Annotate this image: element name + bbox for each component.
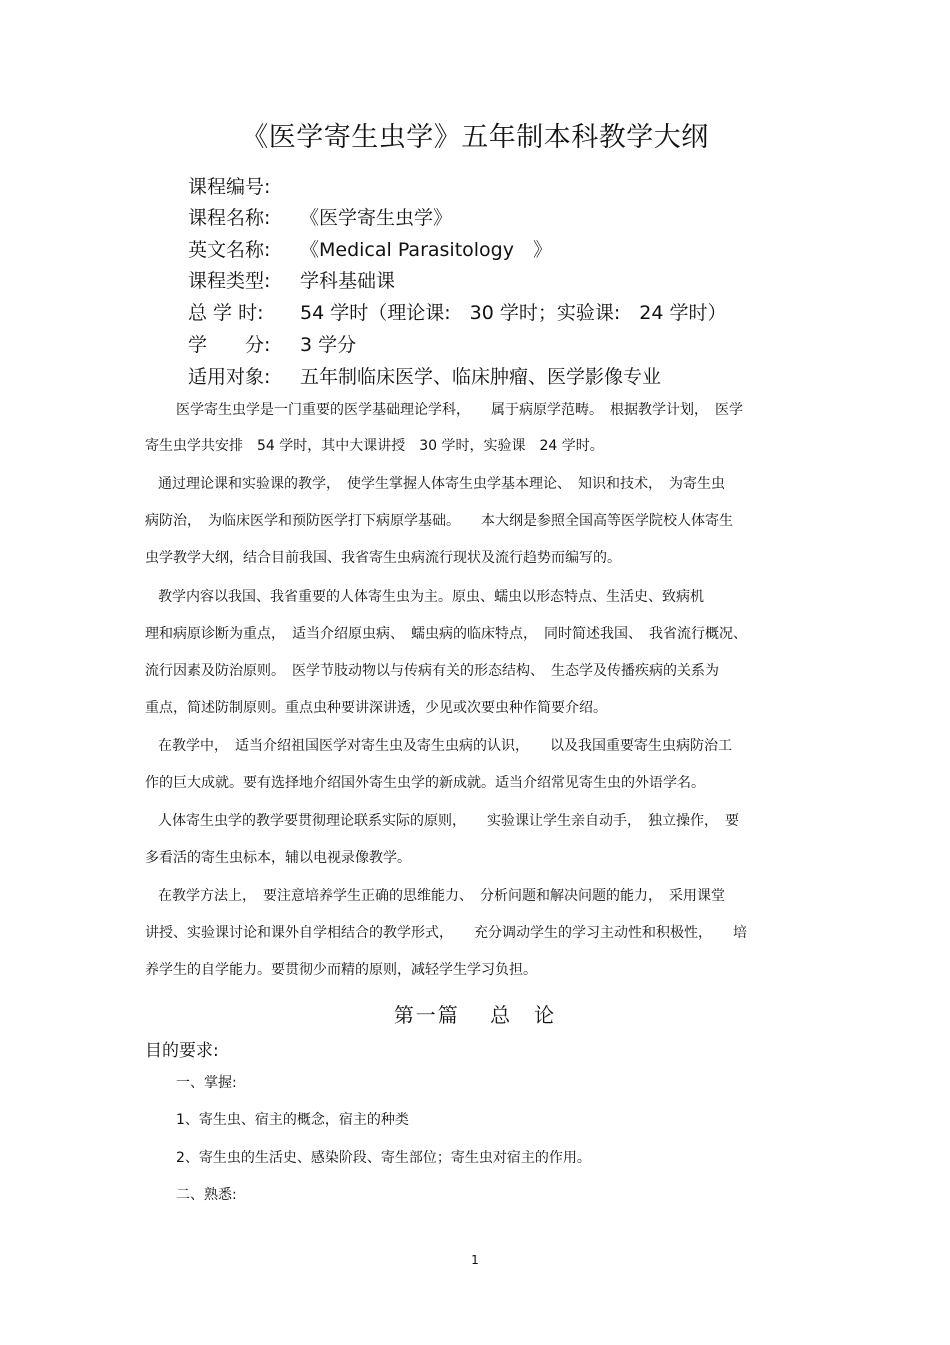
meta-label: 课程编号: [188, 176, 271, 198]
paragraph-5-line-2: 多看活的寄生虫标本，辅以电视录像教学。 [145, 850, 411, 866]
paragraph-3-line-4: 重点，简述防制原则。重点虫种要讲深讲透，少见或次要虫种作简要介绍。 [145, 700, 607, 716]
meta-label: 总 学 时: [188, 302, 264, 324]
paragraph-3-line-2: 理和病原诊断为重点， 适当介绍原虫病、 蠕虫病的临床特点， 同时简述我国、 我省流行概况、 [145, 626, 747, 642]
paragraph-6-line-2: 讲授、实验课讨论和课外自学相结合的教学形式， 充分调动学生的学习主动性和积极性， 培 [145, 925, 747, 941]
meta-course-name [188, 203, 453, 233]
meta-value: 3 学分 [300, 334, 357, 356]
meta-value: 学科基础课 [300, 270, 396, 292]
meta-value: 五年制临床医学、临床肿瘤、医学影像专业 [300, 366, 662, 388]
meta-label: 适用对象: [188, 366, 271, 388]
paragraph-6-line-1: 在教学方法上， 要注意培养学生正确的思维能力、 分析问题和解决问题的能力， 采用课堂 [158, 888, 725, 904]
paragraph-4-line-1: 在教学中， 适当介绍祖国医学对寄生虫及寄生虫病的认识， 以及我国重要寄生虫病防治工 [158, 738, 732, 754]
paragraph-2-line-3: 虫学教学大纲，结合目前我国、我省寄生虫病流行现状及流行趋势而编写的。 [145, 550, 621, 566]
objectives-heading: 目的要求: [145, 1041, 219, 1061]
meta-target-audience [188, 362, 662, 392]
section-title: 第一篇 总 论 [393, 1003, 557, 1027]
objective-item: 1、寄生虫、宿主的概念，宿主的种类 [176, 1112, 409, 1128]
paragraph-1-line-1: 医学寄生虫学是一门重要的医学基础理论学科， 属于病原学范畴。 根据教学计划， 医学 [176, 402, 743, 418]
page-number: 1 [471, 1253, 479, 1267]
objective-item: 二、熟悉: [176, 1187, 237, 1203]
paragraph-4-line-2: 作的巨大成就。要有选择地介绍国外寄生虫学的新成就。适当介绍常见寄生虫的外语学名。 [145, 775, 705, 791]
paragraph-1-line-2: 寄生虫学共安排 54 学时，其中大课讲授 30 学时，实验课 24 学时。 [145, 438, 604, 454]
meta-value: 《医学寄生虫学》 [300, 207, 453, 229]
objective-item: 2、寄生虫的生活史、感染阶段、寄生部位；寄生虫对宿主的作用。 [176, 1150, 591, 1166]
paragraph-5-line-1: 人体寄生虫学的教学要贯彻理论联系实际的原则， 实验课让学生亲自动手， 独立操作， 要 [158, 813, 739, 829]
paragraph-3-line-3: 流行因素及防治原则。 医学节肢动物以与传病有关的形态结构、 生态学及传播疾病的关系为 [145, 663, 719, 679]
meta-english-name [188, 235, 552, 265]
meta-label: 课程类型: [188, 270, 271, 292]
objective-item: 一、掌握: [176, 1075, 237, 1091]
paragraph-2-line-1: 通过理论课和实验课的教学， 使学生掌握人体寄生虫学基本理论、 知识和技术， 为寄生虫 [158, 476, 725, 492]
meta-total-hours [188, 298, 727, 328]
meta-course-code [188, 172, 270, 202]
document-title: 《医学寄生虫学》五年制本科教学大纲 [241, 122, 709, 153]
meta-course-type [188, 266, 396, 296]
meta-credits [188, 330, 357, 360]
paragraph-3-line-1: 教学内容以我国、我省重要的人体寄生虫为主。原虫、蠕虫以形态特点、生活史、致病机 [158, 589, 704, 605]
meta-label: 英文名称: [188, 239, 271, 261]
meta-value: 54 学时（理论课: 30 学时；实验课: 24 学时） [300, 302, 727, 324]
meta-label: 课程名称: [188, 207, 271, 229]
paragraph-6-line-3: 养学生的自学能力。要贯彻少而精的原则，减轻学生学习负担。 [145, 962, 537, 978]
meta-value: 《Medical Parasitology 》 [300, 239, 552, 261]
paragraph-2-line-2: 病防治， 为临床医学和预防医学打下病原学基础。 本大纲是参照全国高等医学院校人体寄生 [145, 513, 733, 529]
meta-label: 学 分: [188, 334, 271, 356]
